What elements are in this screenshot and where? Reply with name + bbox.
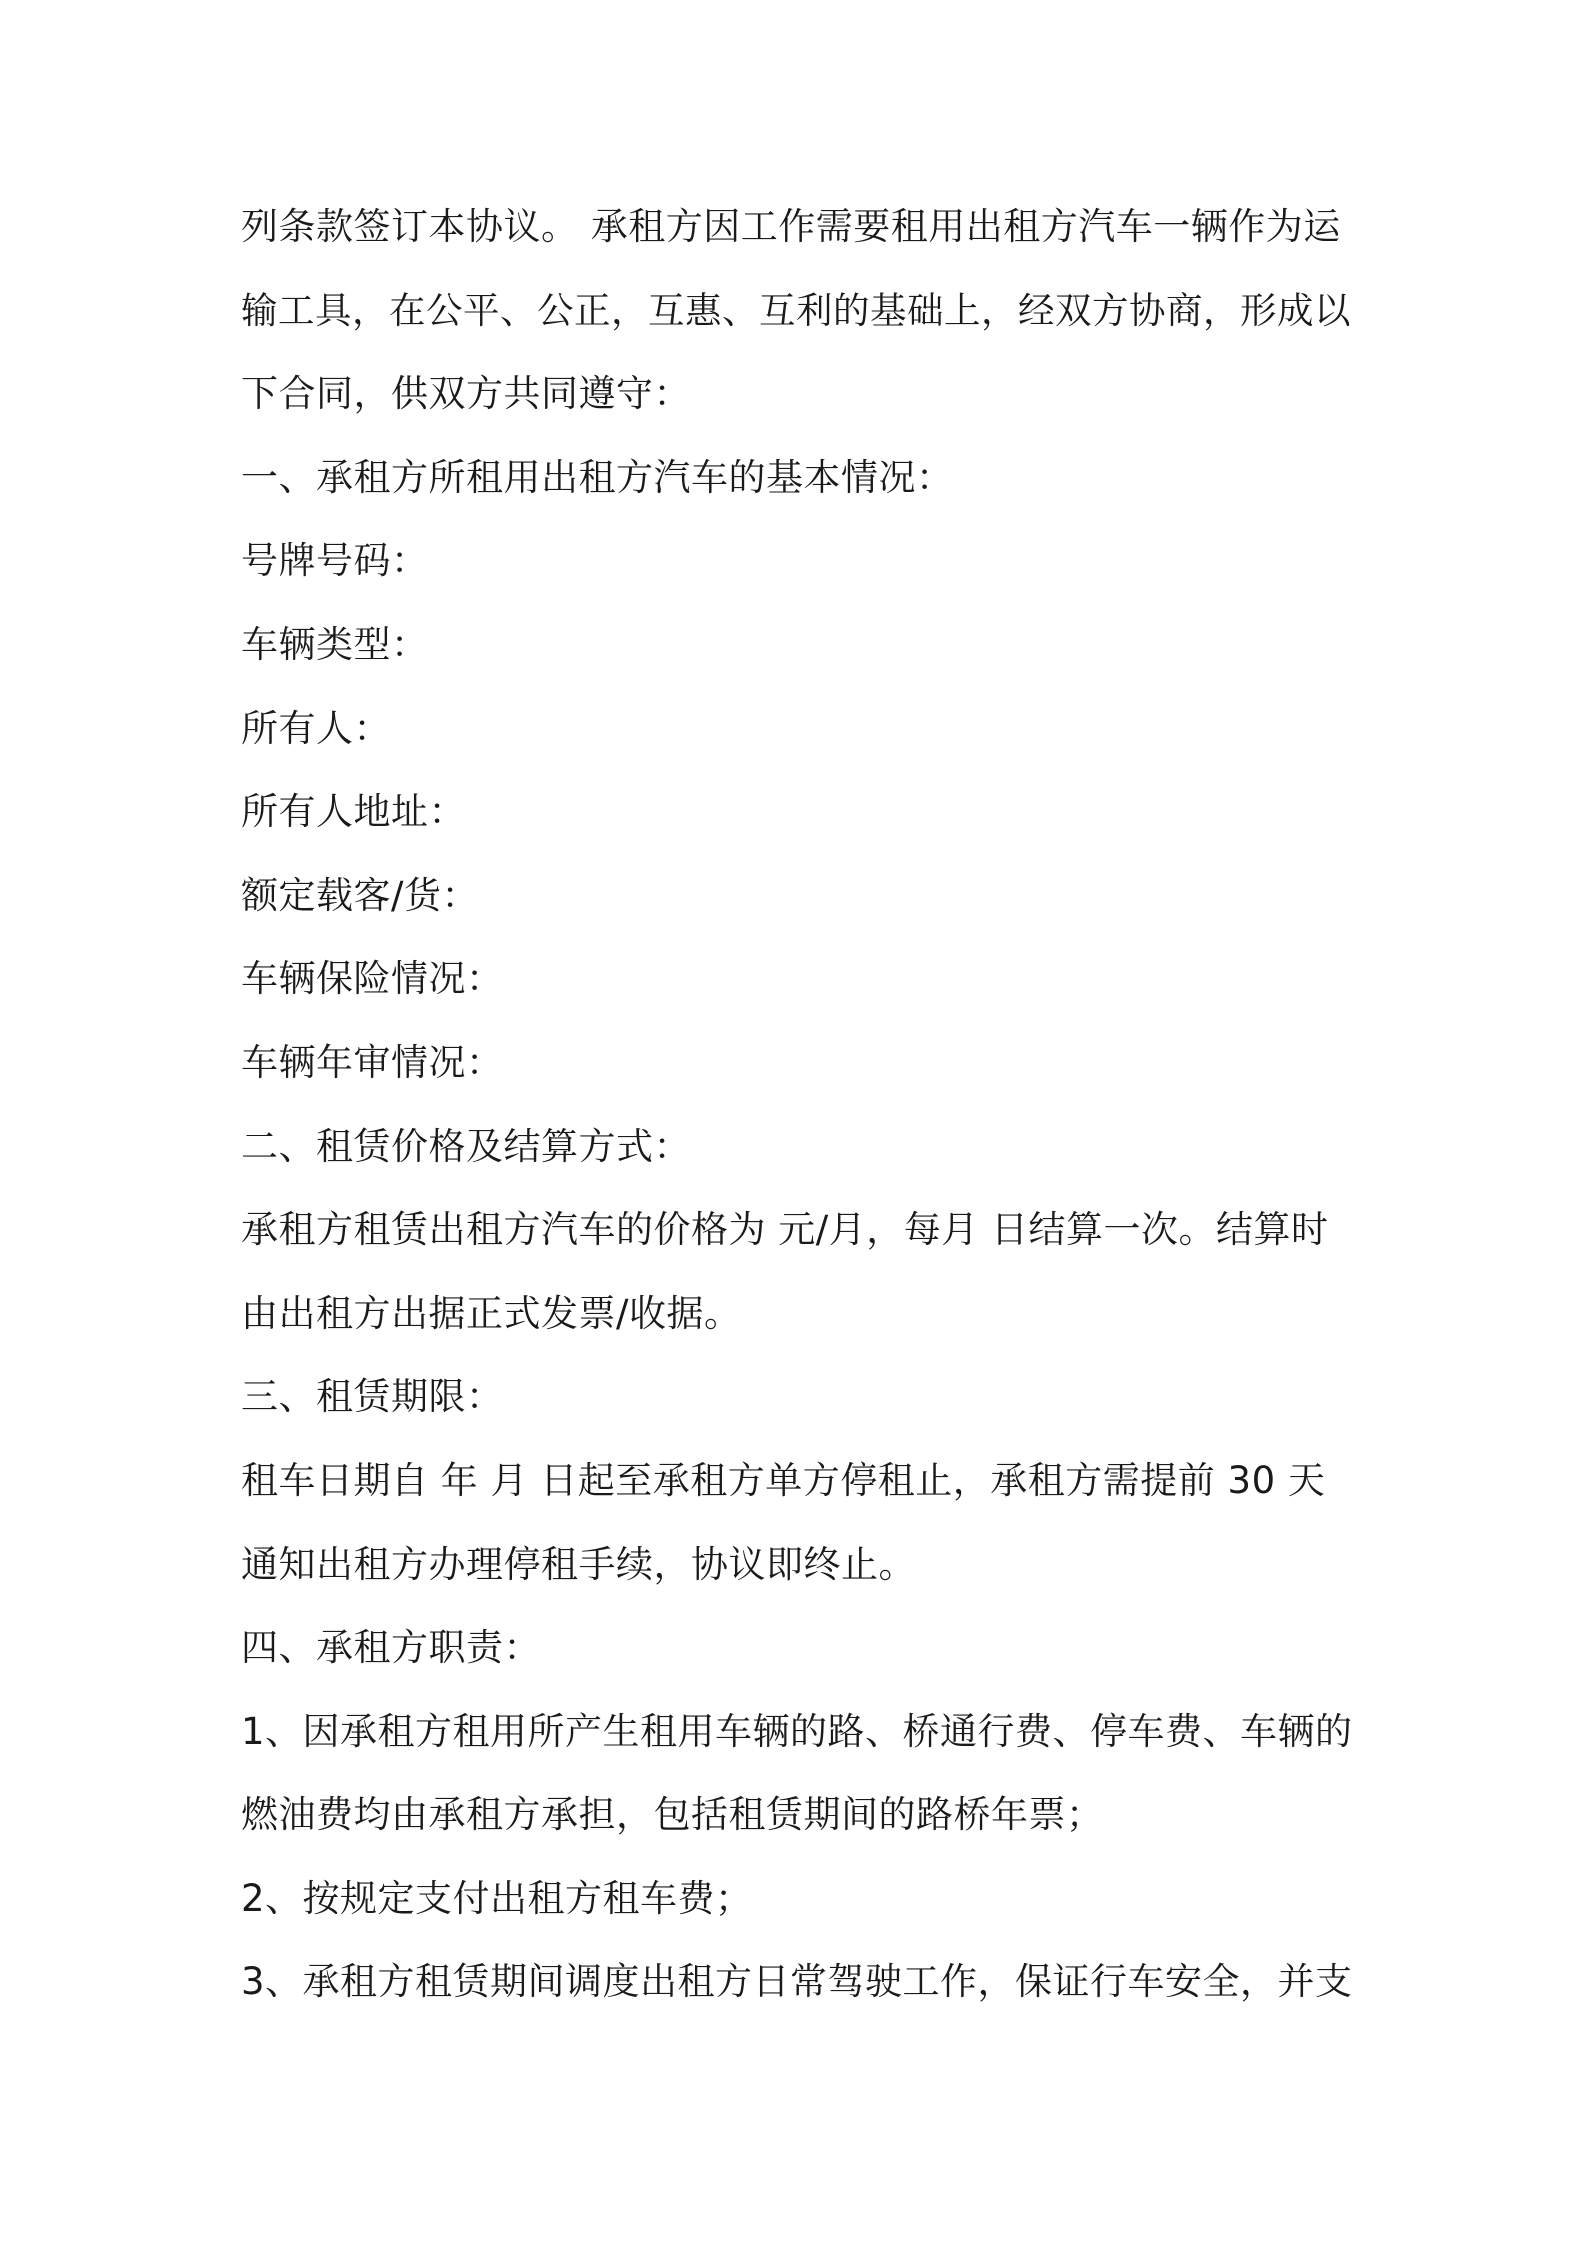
document-body (241, 185, 1361, 2024)
field-annual-inspection: 车辆年审情况： (241, 1040, 504, 1084)
field-plate-number: 号牌号码： (241, 539, 429, 583)
text-line: 由出租方出据正式发票/收据。 (241, 1291, 742, 1335)
text-line: 租车日期自 年 月 日起至承租方单方停租止，承租方需提前 30 天 (241, 1458, 1326, 1502)
field-owner-address: 所有人地址： (241, 790, 466, 834)
section-heading-4: 四、承租方职责： (241, 1626, 541, 1670)
list-item-2: 2、按规定支付出租方租车费； (241, 1876, 753, 1920)
list-item-3: 3、承租方租赁期间调度出租方日常驾驶工作，保证行车安全，并支 (241, 1960, 1353, 2004)
section-heading-1: 一、承租方所租用出租方汽车的基本情况： (241, 455, 954, 499)
field-vehicle-type: 车辆类型： (241, 622, 429, 666)
text-line: 燃油费均由承租方承担，包括租赁期间的路桥年票； (241, 1793, 1104, 1837)
field-rated-load: 额定载客/货： (241, 873, 479, 917)
section-heading-3: 三、租赁期限： (241, 1375, 504, 1419)
list-item-1: 1、因承租方租用所产生租用车辆的路、桥通行费、停车费、车辆的 (241, 1709, 1353, 1753)
field-owner: 所有人： (241, 706, 391, 750)
text-line: 列条款签订本协议。 承租方因工作需要租用出租方汽车一辆作为运 (241, 205, 1341, 248)
text-line: 通知出租方办理停租手续，协议即终止。 (241, 1542, 916, 1586)
text-line: 下合同，供双方共同遵守： (241, 372, 691, 416)
text-line: 承租方租赁出租方汽车的价格为 元/月，每月 日结算一次。结算时 (241, 1208, 1329, 1252)
text-line: 输工具，在公平、公正，互惠、互利的基础上，经双方协商，形成以 (241, 288, 1351, 332)
field-insurance: 车辆保险情况： (241, 957, 504, 1001)
section-heading-2: 二、租赁价格及结算方式： (241, 1124, 691, 1168)
